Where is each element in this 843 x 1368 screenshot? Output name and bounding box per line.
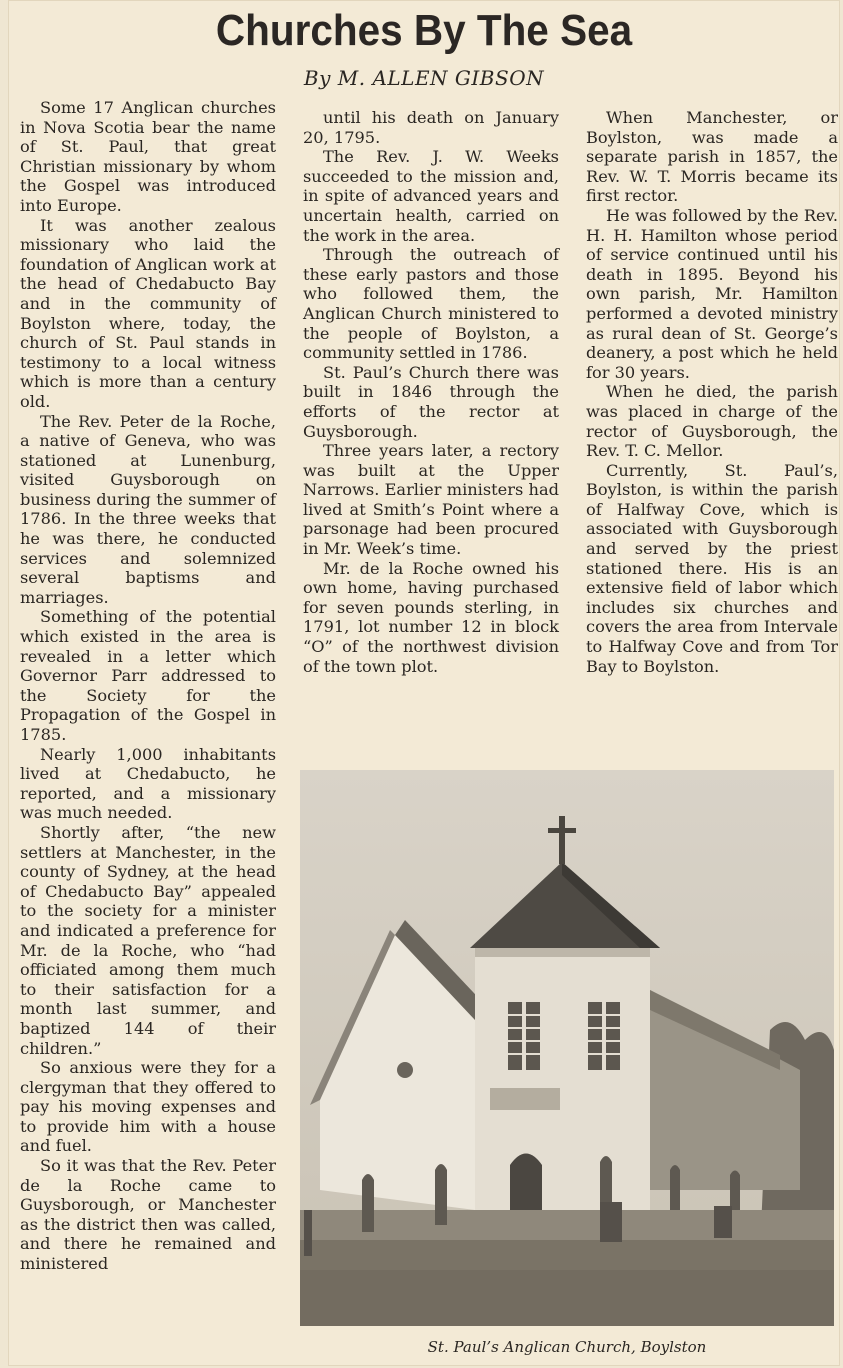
paragraph: He was followed by the Rev. H. H. Hamilton whose period of service continued until his death in 1895. Beyond his own parish, Mr. Hamilton performed a devoted ministry as rural dean of St. George’s deanery, a post which he held for 30 years. [586, 205, 838, 382]
paragraph: until his death on January 20, 1795. [303, 108, 559, 147]
headline: Churches By The Sea [215, 6, 633, 55]
newspaper-clipping [8, 0, 840, 1366]
paragraph: When he died, the parish was placed in charge of the rector of Guysborough, the Rev. T. C. Mellor. [586, 382, 838, 461]
article-column-2 [303, 108, 559, 676]
paragraph: So anxious were they for a clergyman that they offered to pay his moving expenses and to provide him with a house and fuel. [20, 1058, 276, 1156]
byline: By M. ALLEN GIBSON [303, 66, 545, 90]
article-column-1 [20, 98, 276, 1274]
paragraph: St. Paul’s Church there was built in 1846 through the efforts of the rector at Guysborough. [303, 362, 559, 441]
paragraph: Something of the potential which existed in the area is revealed in a letter which Governor Parr addressed to the Society for the Propagation of the Gospel in 1785. [20, 607, 276, 744]
paragraph: Some 17 Anglican churches in Nova Scotia bear the name of St. Paul, that great Christian missionary by whom the Gospel was introduced into Europe. [20, 98, 276, 215]
article-column-3 [586, 108, 838, 676]
paragraph: Three years later, a rectory was built at the Upper Narrows. Earlier ministers had lived at Smith’s Point where a parsonage had been procured in Mr. Week’s time. [303, 441, 559, 559]
paragraph: Through the outreach of these early pastors and those who followed them, the Anglican Church ministered to the people of Boylston, a community settled in 1786. [303, 245, 559, 363]
photo-caption: St. Paul’s Anglican Church, Boylston [427, 1338, 707, 1356]
paragraph: The Rev. J. W. Weeks succeeded to the mission and, in spite of advanced years and uncertain health, carried on the work in the area. [303, 147, 559, 245]
paragraph: It was another zealous missionary who laid the foundation of Anglican work at the head of Chedabucto Bay and in the community of Boylston where, today, the church of St. Paul stands in testimony to a local witness which is more than a century old. [20, 215, 276, 411]
paragraph: Mr. de la Roche owned his own home, having purchased for seven pounds sterling, in 1791, lot number 12 in block “O” of the northwest division of the town plot. [303, 558, 559, 676]
church-photo [300, 770, 834, 1326]
paragraph: Currently, St. Paul’s, Boylston, is within the parish of Halfway Cove, which is associated with Guysborough and served by the priest stationed there. His is an extensive field of labor which includes six churches and covers the area from Intervale to Halfway Cove and from Tor Bay to Boylston. [586, 460, 838, 676]
paragraph: When Manchester, or Boylston, was made a separate parish in 1857, the Rev. W. T. Morris became its first rector. [586, 108, 838, 206]
church-photo-icon [300, 770, 834, 1326]
paragraph: Nearly 1,000 inhabitants lived at Chedabucto, he reported, and a missionary was much needed. [20, 744, 276, 823]
paragraph: The Rev. Peter de la Roche, a native of Geneva, who was stationed at Lunenburg, visited Guysborough on business during the summer of 1786. In the three weeks that he was there, he conducted services and solemnized several baptisms and marriages. [20, 411, 276, 607]
paragraph: Shortly after, “the new settlers at Manchester, in the county of Sydney, at the head of Chedabucto Bay” appealed to the society for a minister and indicated a preference for Mr. de la Roche, who “had officiated among them much to their satisfaction for a month last summer, and baptized 144 of their children.” [20, 822, 276, 1058]
paragraph: So it was that the Rev. Peter de la Roche came to Guysborough, or Manchester as the district then was called, and there he remained and ministered [20, 1156, 276, 1274]
